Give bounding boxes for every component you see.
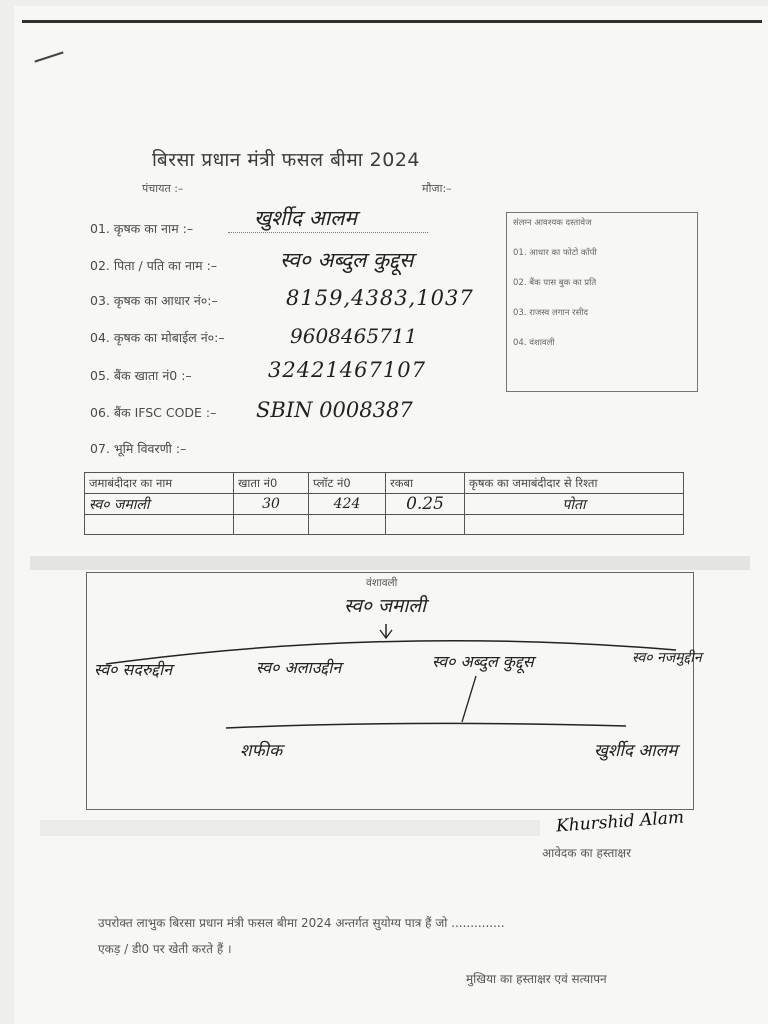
tree-grandchild-name: शफीक xyxy=(240,741,283,761)
aadhaar-value: 8159,4383,1037 xyxy=(286,286,474,310)
mobile-label: 04. कृषक का मोबाईल नं०:– xyxy=(90,330,225,345)
certification-text: एकड़ / डी0 पर खेती करते हैं । xyxy=(98,942,232,956)
mauja-label: मौजा:– xyxy=(422,182,452,195)
table-cell xyxy=(234,515,309,535)
column-header: रकबा xyxy=(386,473,465,494)
table-cell xyxy=(85,515,234,535)
table-cell xyxy=(465,515,684,535)
tree-connector xyxy=(462,676,476,722)
family-tree-label: वंशावली xyxy=(366,577,398,589)
applicant-signature-caption: आवेदक का हस्ताक्षर xyxy=(542,846,631,860)
mobile-value: 9608465711 xyxy=(290,324,418,348)
column-header: खाता नं0 xyxy=(234,473,309,494)
land-details-label: 07. भूमि विवरणी :– xyxy=(90,441,187,456)
land-details-table xyxy=(84,472,684,535)
applicant-signature: Khurshid Alam xyxy=(555,807,685,837)
document-item: 02. बैंक पास बुक का प्रति xyxy=(513,278,597,288)
ifsc-value: SBIN 0008387 xyxy=(256,398,413,422)
table-cell: 30 xyxy=(234,494,309,515)
table-cell xyxy=(309,515,386,535)
documents-box xyxy=(506,212,698,392)
tree-child-name: स्व० सदरुद्दीन xyxy=(94,660,173,679)
form-title: बिरसा प्रधान मंत्री फसल बीमा 2024 xyxy=(152,149,421,171)
farmer-name-label: 01. कृषक का नाम :– xyxy=(90,221,194,236)
tree-root-name: स्व० जमाली xyxy=(344,595,427,617)
table-cell: 424 xyxy=(309,494,386,515)
documents-heading: संलग्न आवश्यक दस्तावेज xyxy=(513,218,592,228)
ifsc-label: 06. बैंक IFSC CODE :– xyxy=(90,405,217,420)
farmer-name-line xyxy=(228,232,428,233)
aadhaar-label: 03. कृषक का आधार नं०:– xyxy=(90,293,218,308)
tree-child-name: स्व० अलाउद्दीन xyxy=(256,658,342,677)
father-name-label: 02. पिता / पति का नाम :– xyxy=(90,258,218,273)
table-row xyxy=(85,494,684,515)
table-cell: 0.25 xyxy=(386,494,465,515)
certification-text: उपरोक्त लाभुक बिरसा प्रधान मंत्री फसल बीमा 2024 अन्तर्गत सुयोग्य पात्र हैं जो .............. xyxy=(98,916,505,930)
tree-branch-line xyxy=(226,723,626,728)
column-header: प्लॉट नं0 xyxy=(309,473,386,494)
tree-child-name: स्व० नजमुद्दीन xyxy=(632,650,702,666)
mukhiya-signature-caption: मुखिया का हस्ताक्षर एवं सत्यापन xyxy=(466,972,607,986)
column-header: कृषक का जमाबंदीदार से रिश्ता xyxy=(465,473,684,494)
farmer-name-value: खुर्शीद आलम xyxy=(254,206,357,230)
table-row xyxy=(85,515,684,535)
top-rule xyxy=(22,20,762,23)
table-header-row xyxy=(85,473,684,494)
tree-branch-line xyxy=(106,641,676,664)
tree-child-name: स्व० अब्दुल कुद्दूस xyxy=(432,652,534,671)
bank-account-value: 32421467107 xyxy=(268,358,426,382)
column-header: जमाबंदीदार का नाम xyxy=(85,473,234,494)
table-cell: स्व० जमाली xyxy=(85,494,234,515)
father-name-value: स्व० अब्दुल कुद्दूस xyxy=(280,248,414,272)
scan-smudge xyxy=(40,820,540,836)
document-item: 03. राजस्व लगान रसीद xyxy=(513,308,589,318)
panchayat-label: पंचायत :– xyxy=(142,182,184,195)
bank-account-label: 05. बैंक खाता नं0 :– xyxy=(90,368,192,383)
table-cell xyxy=(386,515,465,535)
tree-grandchild-name: खुर्शीद आलम xyxy=(594,741,678,761)
document-item: 04. वंशावली xyxy=(513,338,555,348)
table-cell: पोता xyxy=(465,494,684,515)
document-item: 01. आधार का फोटो कॉपी xyxy=(513,248,597,258)
scan-smudge xyxy=(30,556,750,570)
